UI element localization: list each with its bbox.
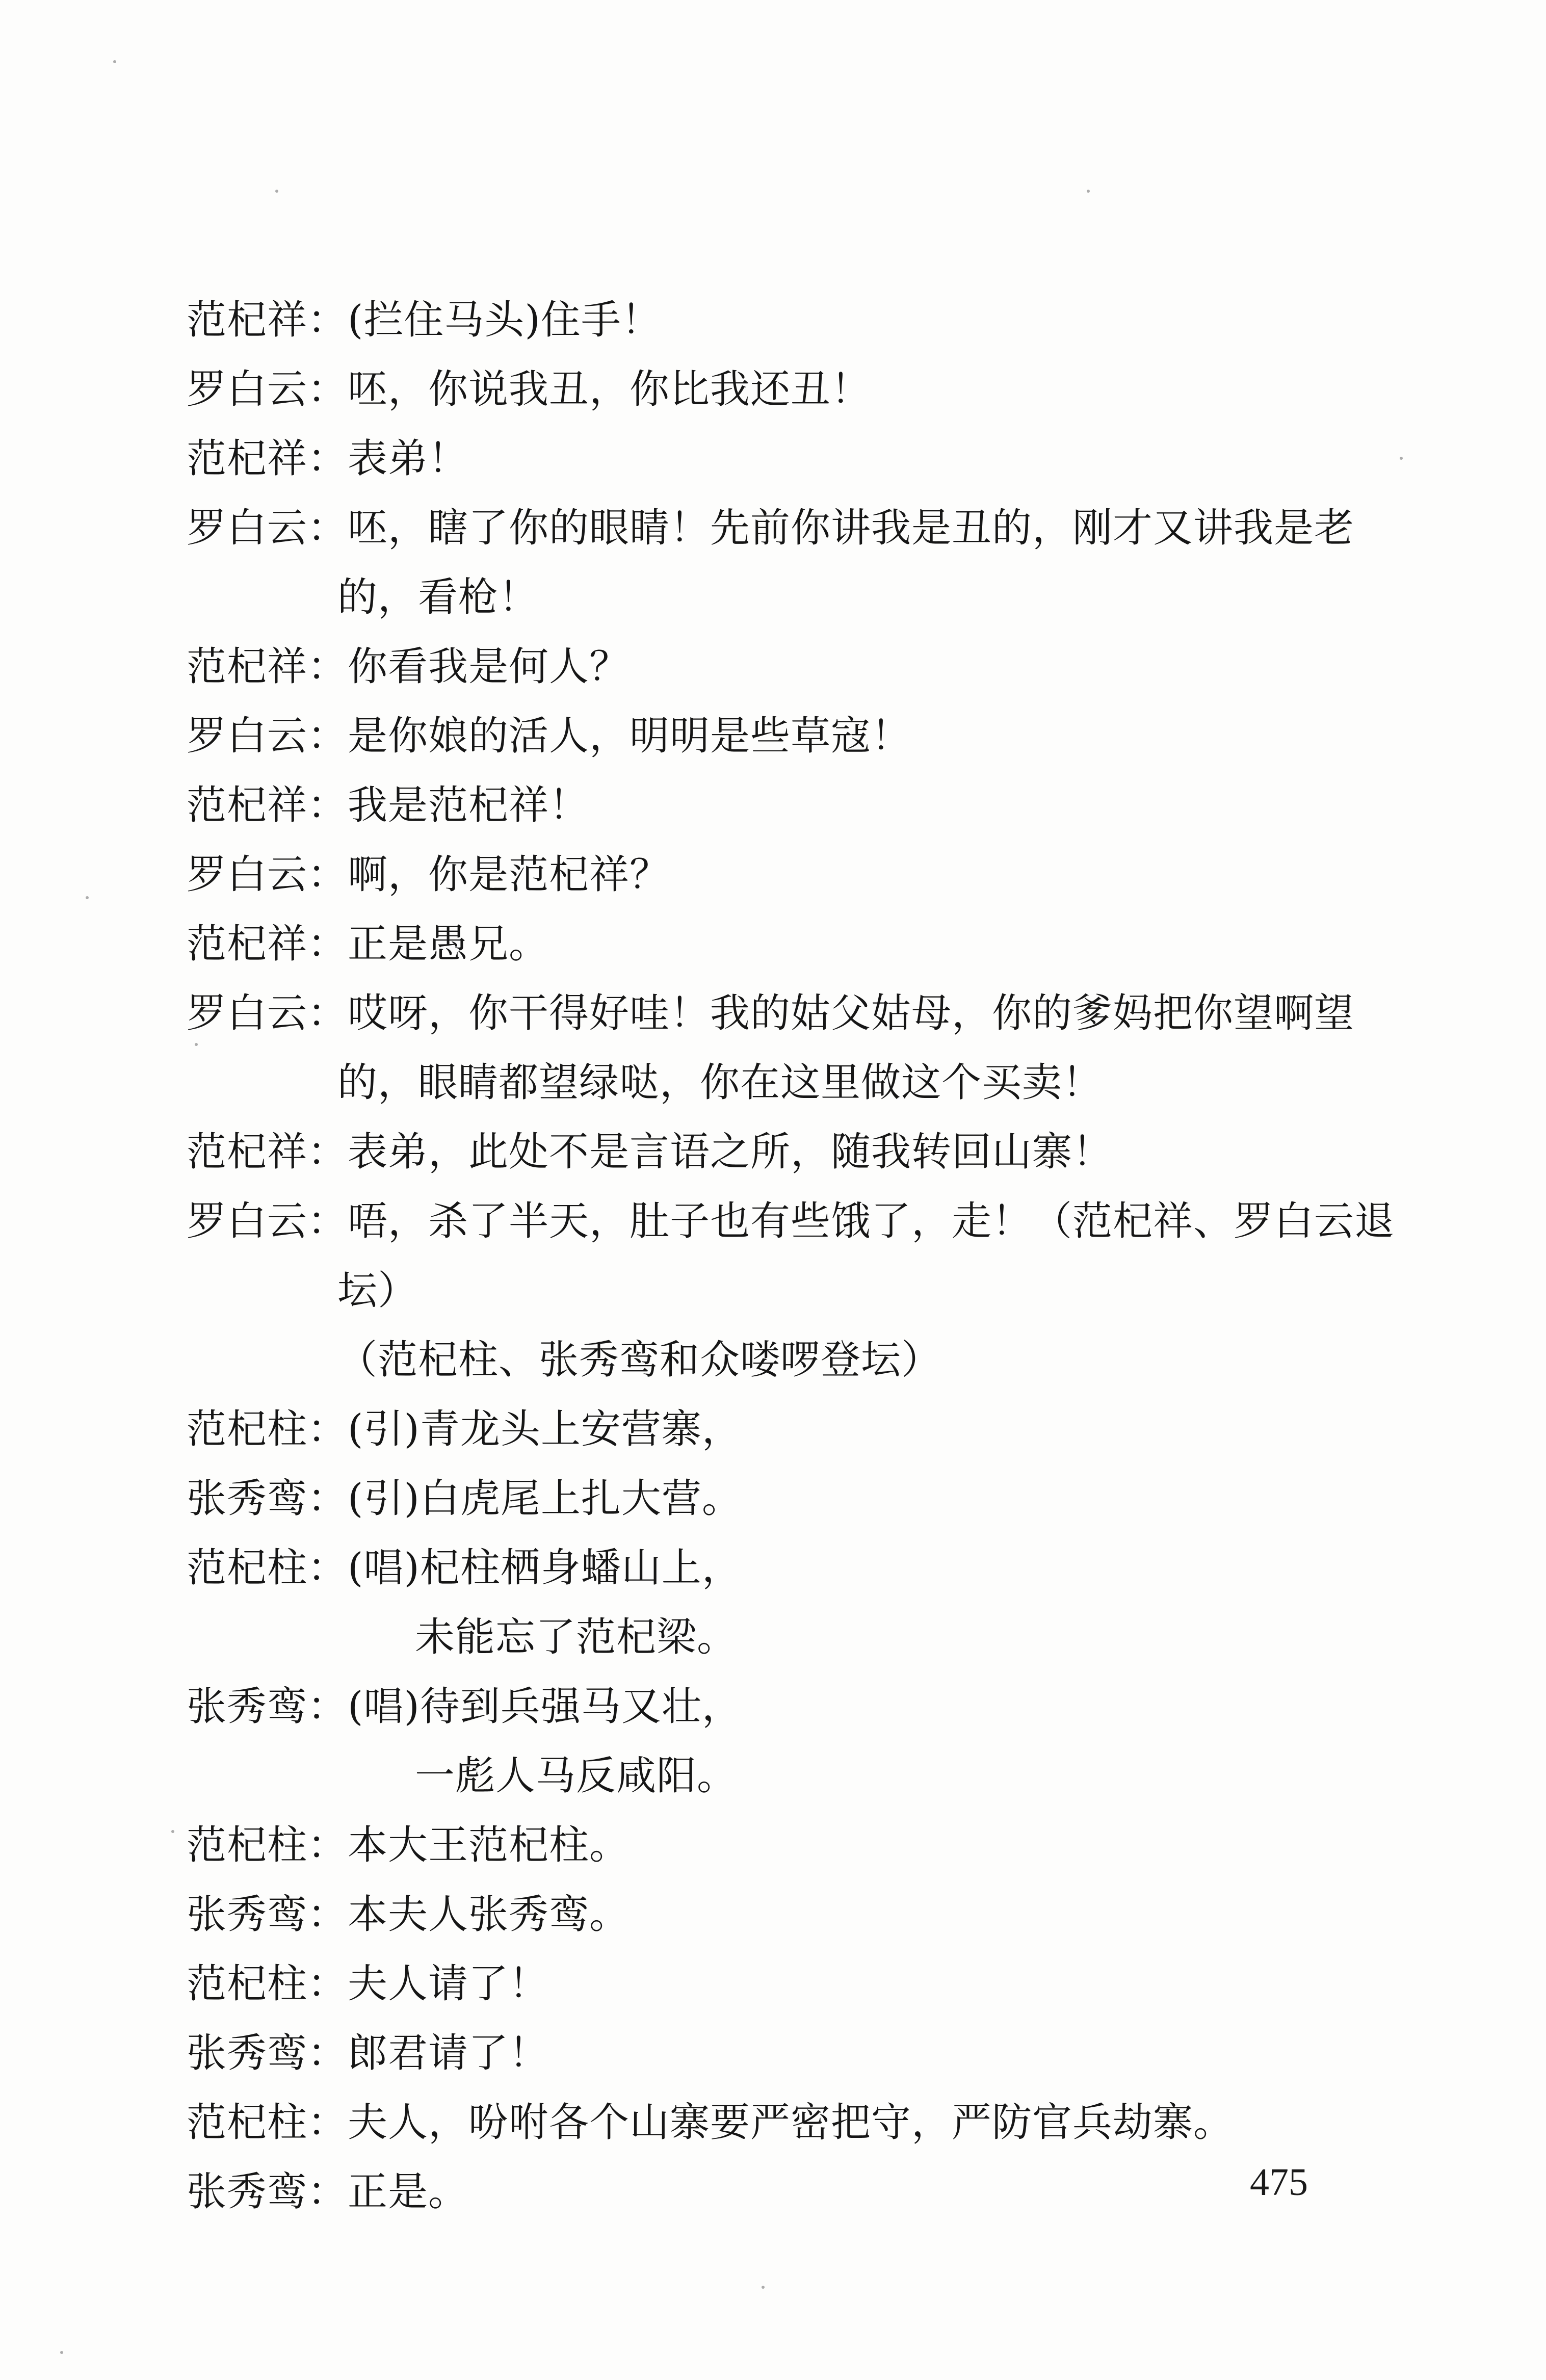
stage-direction: （范杞柱、张秀鸾和众喽啰登坛） [337, 1337, 942, 1383]
dialogue-line: 范杞柱：本大王范杞柱。 [187, 1822, 630, 1868]
dialogue-continuation: 的，看枪！ [337, 574, 539, 620]
dialogue-line: 范杞祥：我是范杞祥！ [187, 782, 590, 828]
dialogue-line: 范杞柱：夫人，吩咐各个山寨要严密把守，严防官兵劫寨。 [187, 2100, 1234, 2146]
verse-continuation: 未能忘了范杞梁。 [415, 1614, 738, 1660]
dialogue-line: 罗白云：是你娘的活人，明明是些草寇！ [187, 713, 912, 759]
scan-speck [1400, 457, 1403, 460]
dialogue-line: 范杞柱：(唱)杞柱栖身蟠山上， [187, 1545, 742, 1591]
dialogue-line: 范杞祥：(拦住马头)住手！ [187, 297, 662, 343]
script-text [187, 285, 1400, 2227]
dialogue-line: 范杞祥：你看我是何人？ [187, 644, 630, 690]
dialogue-line: 张秀鸾：(引)白虎尾上扎大营。 [187, 1476, 742, 1522]
dialogue-line: 罗白云：呸，瞎了你的眼睛！先前你讲我是丑的，刚才又讲我是老 [187, 505, 1355, 551]
dialogue-line: 罗白云：啊，你是范杞祥？ [187, 852, 670, 898]
dialogue-line: 范杞祥：表弟！ [187, 436, 469, 482]
dialogue-line: 罗白云：呸，你说我丑，你比我还丑！ [187, 367, 872, 412]
scan-speck [195, 1043, 198, 1046]
dialogue-line: 张秀鸾：本夫人张秀鸾。 [187, 1892, 630, 1938]
page-number: 475 [1250, 2161, 1308, 2204]
dialogue-continuation: 的，眼睛都望绿哒，你在这里做这个买卖！ [337, 1060, 1103, 1106]
dialogue-line: 罗白云：唔，杀了半天，肚子也有些饿了，走！（范杞祥、罗白云退 [187, 1198, 1395, 1244]
dialogue-line: 范杞祥：正是愚兄。 [187, 921, 549, 967]
dialogue-continuation: 坛） [337, 1268, 418, 1314]
scan-speck [86, 896, 89, 899]
scan-speck [1087, 190, 1090, 193]
dialogue-line: 范杞柱：夫人请了！ [187, 1961, 549, 2007]
dialogue-line: 张秀鸾：郎君请了！ [187, 2030, 549, 2076]
dialogue-line: 范杞柱：(引)青龙头上安营寨， [187, 1406, 742, 1452]
dialogue-line: 范杞祥：表弟，此处不是言语之所，随我转回山寨！ [187, 1129, 1113, 1175]
scan-speck [275, 190, 278, 193]
dialogue-line: 张秀鸾：(唱)待到兵强马又壮， [187, 1684, 742, 1730]
dialogue-line: 罗白云：哎呀，你干得好哇！我的姑父姑母，你的爹妈把你望啊望 [187, 990, 1355, 1036]
scan-speck [60, 2351, 63, 2354]
scan-speck [762, 2286, 765, 2289]
scan-speck [171, 1830, 174, 1833]
scan-speck [113, 60, 116, 63]
verse-continuation: 一彪人马反咸阳。 [415, 1753, 738, 1799]
dialogue-line: 张秀鸾：正是。 [187, 2169, 469, 2215]
